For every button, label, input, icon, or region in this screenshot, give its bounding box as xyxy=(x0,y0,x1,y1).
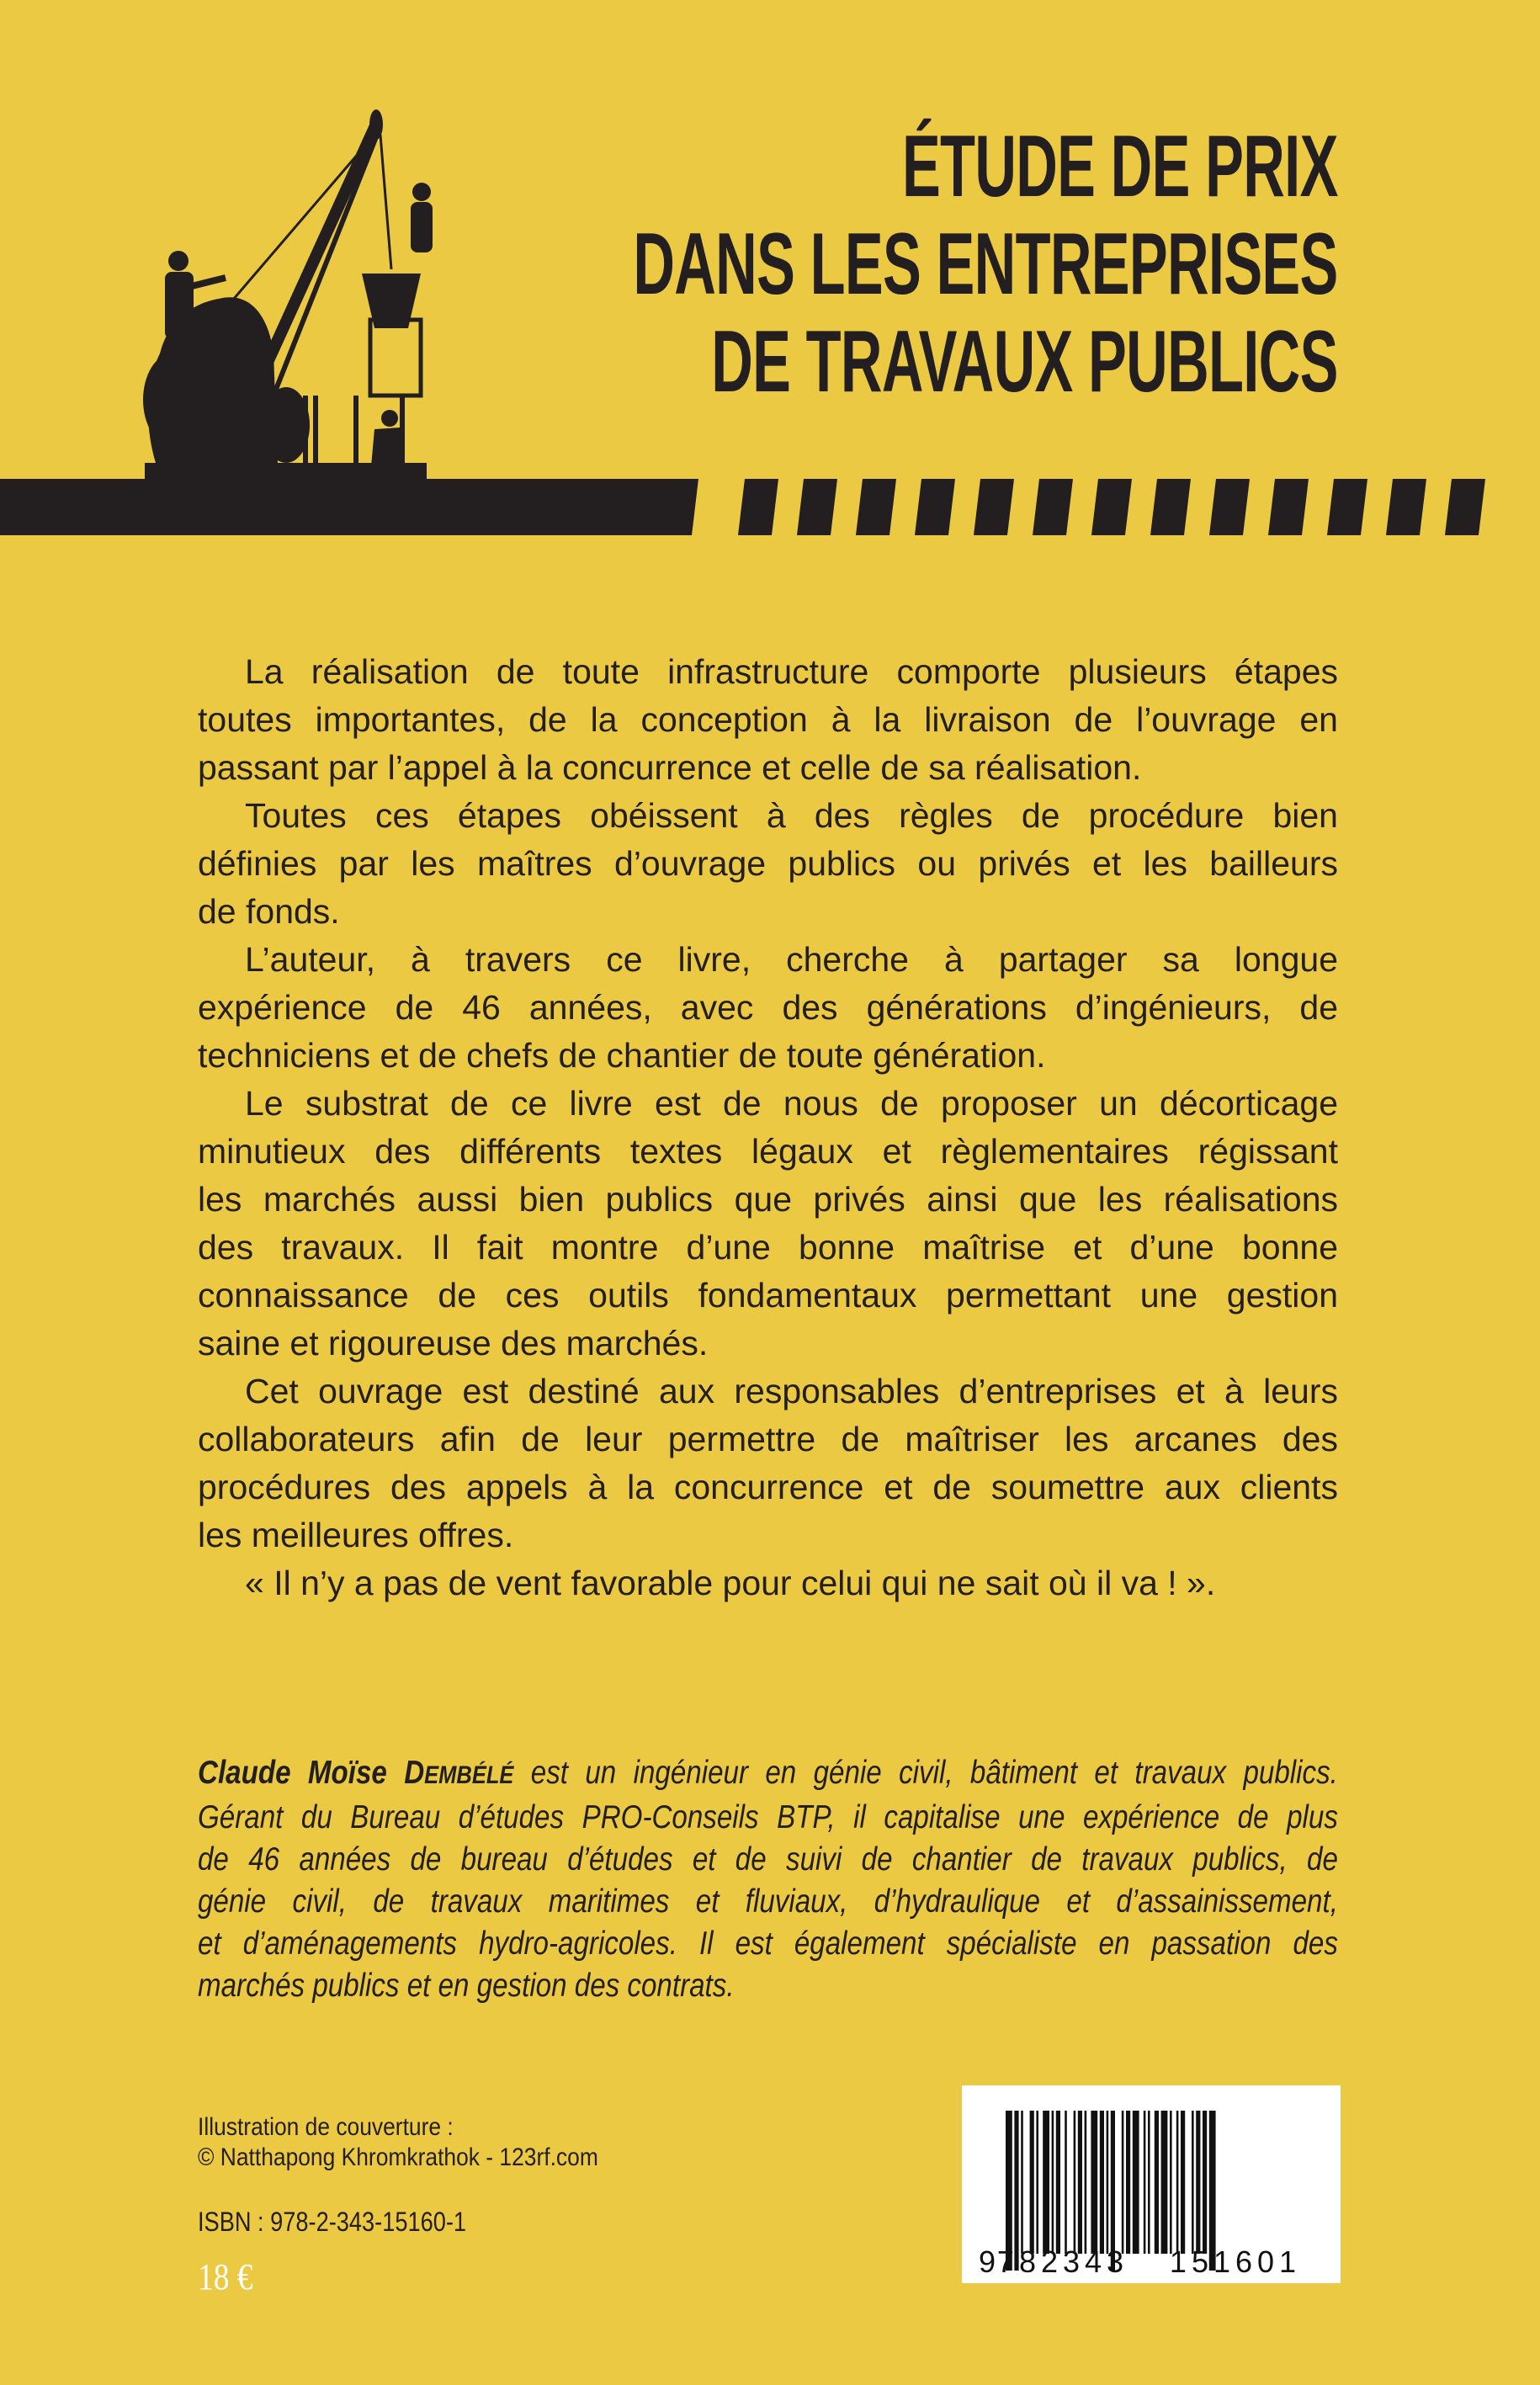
paragraph xyxy=(198,936,1338,1080)
barcode-digits: 151601 xyxy=(1169,2244,1302,2279)
barcode-bar xyxy=(1196,2111,1200,2254)
paragraph-line: La réalisation de toute infrastructure comporte plusieurs étapes xyxy=(245,652,1338,691)
barcode-bar xyxy=(1085,2111,1087,2254)
barcode-bar xyxy=(1030,2111,1034,2254)
barcode-bar xyxy=(1122,2111,1124,2254)
paragraph-line: Cet ouvrage est destiné aux responsables d’entreprises et à leurs xyxy=(245,1372,1338,1410)
barcode-bar xyxy=(1036,2111,1038,2254)
title-line: ÉTUDE DE PRIX xyxy=(902,118,1338,215)
barcode-bar xyxy=(1126,2111,1130,2254)
bio-text: est un ingénieur en génie civil, bâtiment et travaux publics. xyxy=(513,1755,1338,1791)
paragraph-line: minutieux des différents textes légaux et règlementaires régissant xyxy=(198,1132,1338,1171)
paragraph-line: Toutes ces étapes obéissent à des règles de procédure bien xyxy=(245,796,1338,835)
bio-line: génie civil, de travaux maritimes et fluviaux, d’hydraulique et d’assainissement, xyxy=(198,1883,1338,1920)
bio-line: Gérant du Bureau d’études PRO-Conseils BTP, il capitalise une expérience de plus xyxy=(198,1799,1338,1835)
credit-author: © Natthapong Khromkrathok - 123rf.com xyxy=(198,2143,598,2171)
barcode-bar xyxy=(1065,2111,1067,2254)
paragraph-line: procédures des appels à la concurrence et de soumettre aux clients xyxy=(198,1468,1338,1506)
cover-credits xyxy=(198,2112,598,2173)
paragraph-line: définies par les maîtres d’ouvrage publics ou privés et les bailleurs xyxy=(198,844,1338,883)
bio-line: et d’aménagements hydro-agricoles. Il est également spécialiste en passation des xyxy=(198,1926,1338,1962)
paragraph-line: techniciens et de chefs de chantier de toute génération. xyxy=(198,1036,1046,1075)
paragraph-line: Le substrat de ce livre est de nous de proposer un décorticage xyxy=(245,1084,1338,1123)
bio-line xyxy=(198,1752,1338,1797)
barcode-digits: 782343 xyxy=(996,2244,1129,2279)
barcode-bar xyxy=(1148,2111,1150,2254)
barcode-bar xyxy=(1052,2111,1054,2254)
barcode xyxy=(962,2085,1341,2283)
credit-label: Illustration de couverture : xyxy=(198,2113,454,2141)
barcode-bar xyxy=(1056,2111,1060,2254)
barcode-bar xyxy=(1078,2111,1082,2254)
barcode-bar xyxy=(1203,2111,1207,2254)
barcode-bar xyxy=(1192,2111,1194,2254)
paragraph xyxy=(198,1368,1338,1559)
title-line: DE TRAVAUX PUBLICS xyxy=(711,313,1338,411)
paragraph-line: L’auteur, à travers ce livre, cherche à partager sa longue xyxy=(245,940,1338,979)
barcode-bar xyxy=(1133,2111,1139,2254)
barcode-bar xyxy=(1107,2111,1109,2254)
bio-line: de 46 années de bureau d’études et de suivi de chantier de travaux publics, de xyxy=(198,1841,1338,1878)
paragraph-line: saine et rigoureuse des marchés. xyxy=(198,1324,709,1362)
paragraph-line: collaborateurs afin de leur permettre de maîtriser les arcanes des xyxy=(198,1420,1338,1458)
paragraph xyxy=(198,648,1338,792)
book-title xyxy=(270,118,1338,411)
barcode-bar xyxy=(1161,2111,1168,2254)
author-last-initial: D xyxy=(404,1755,425,1791)
barcode-bar xyxy=(1144,2111,1146,2254)
barcode-bar xyxy=(1181,2111,1185,2254)
paragraph-line: connaissance de ces outils fondamentaux permettant une gestion xyxy=(198,1276,1338,1315)
barcode-digits: 9 xyxy=(979,2244,1001,2279)
paragraph-line: les marchés aussi bien publics que privés ainsi que les réalisations xyxy=(198,1180,1338,1219)
barcode-bar xyxy=(1170,2111,1172,2254)
barcode-bar xyxy=(1155,2111,1159,2254)
book-description xyxy=(198,648,1338,1607)
barcode-bar xyxy=(1091,2111,1097,2254)
paragraph-line: des travaux. Il fait montre d’une bonne maîtrise et d’une bonne xyxy=(198,1228,1338,1267)
paragraph xyxy=(198,1559,1338,1607)
title-line: DANS LES ENTREPRISES xyxy=(633,215,1338,313)
isbn: ISBN : 978-2-343-15160-1 xyxy=(198,2207,467,2237)
paragraph-line: de fonds. xyxy=(198,892,340,931)
price: 18 € xyxy=(198,2256,253,2297)
barcode-bar xyxy=(1176,2111,1179,2254)
author-last-rest: EMBÉLÉ xyxy=(424,1761,514,1789)
barcode-bar xyxy=(1021,2111,1023,2254)
barcode-bar xyxy=(1043,2111,1049,2254)
paragraph-line: « Il n’y a pas de vent favorable pour celui qui ne sait où il va ! ». xyxy=(245,1564,1216,1602)
paragraph xyxy=(198,792,1338,936)
paragraph-line: passant par l’appel à la concurrence et celle de sa réalisation. xyxy=(198,748,1142,787)
author-first-name: Claude Moïse xyxy=(198,1755,405,1791)
barcode-bar xyxy=(1074,2111,1076,2254)
author-name xyxy=(198,1755,513,1791)
paragraph-line: toutes importantes, de la conception à la livraison de l’ouvrage en xyxy=(198,700,1338,739)
author-bio xyxy=(198,1752,1338,2007)
paragraph-line: expérience de 46 années, avec des générations d’ingénieurs, de xyxy=(198,988,1338,1027)
hazard-stripes xyxy=(738,479,1485,535)
bio-line: marchés publics et en gestion des contrats. xyxy=(198,1968,735,2004)
paragraph-line: les meilleures offres. xyxy=(198,1516,514,1554)
barcode-bar xyxy=(1100,2111,1104,2254)
paragraph xyxy=(198,1080,1338,1368)
